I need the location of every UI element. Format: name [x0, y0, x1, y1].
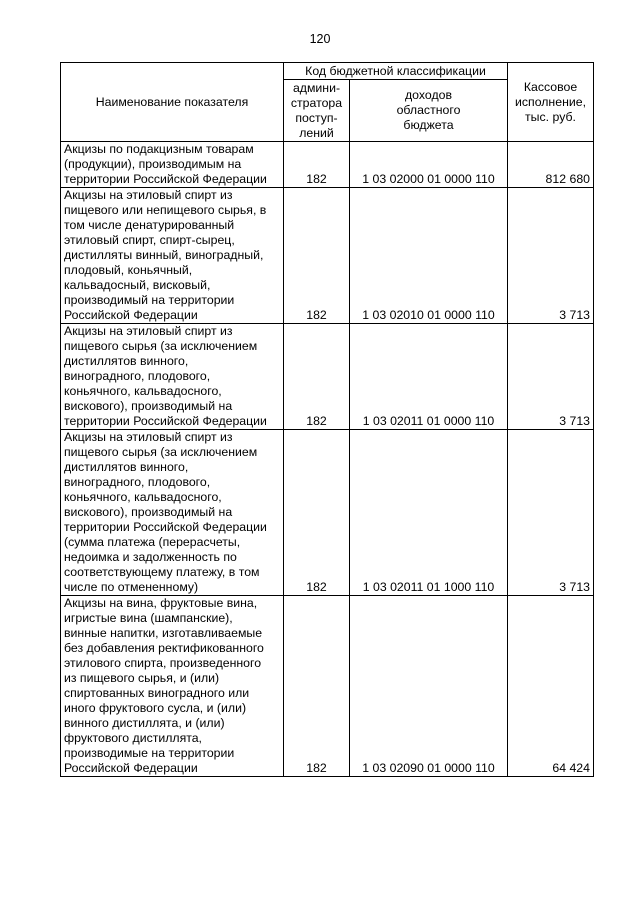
row-amount: 3 713: [508, 324, 594, 430]
page-number: 120: [309, 32, 331, 46]
row-amount: 3 713: [508, 430, 594, 596]
row-name: Акцизы по подакцизным товарам (продукции), производимым на территории Российской Федерации: [61, 142, 284, 188]
row-admin-code: 182: [284, 142, 350, 188]
row-revenue-code: 1 03 02011 01 1000 110: [350, 430, 508, 596]
row-revenue-code: 1 03 02000 01 0000 110: [350, 142, 508, 188]
table-row: [61, 142, 594, 188]
header-indicator-name: Наименование показателя: [61, 63, 284, 142]
row-name: Акцизы на этиловый спирт из пищевого сырья (за исключением дистиллятов винного, виноградного, плодового, коньячного, кальвадосного, вискового), производимый на территории Российской Федерации: [61, 324, 284, 430]
row-revenue-code: 1 03 02010 01 0000 110: [350, 188, 508, 324]
header-revenue: доходов областного бюджета: [350, 80, 508, 142]
row-amount: 812 680: [508, 142, 594, 188]
row-name: Акцизы на этиловый спирт из пищевого сырья (за исключением дистиллятов винного, виноградного, плодового, коньячного, кальвадосного, вискового), производимый на территории Российской Федерации (сумма платежа (перерасчеты, недоимка и задолженность по соответствующему платежу, в том числе по отмененному): [61, 430, 284, 596]
row-admin-code: 182: [284, 188, 350, 324]
row-revenue-code: 1 03 02011 01 0000 110: [350, 324, 508, 430]
row-amount: 64 424: [508, 596, 594, 777]
row-admin-code: 182: [284, 430, 350, 596]
row-amount: 3 713: [508, 188, 594, 324]
header-classification-code: Код бюджетной классификации: [284, 63, 508, 80]
row-revenue-code: 1 03 02090 01 0000 110: [350, 596, 508, 777]
table-row: [61, 430, 594, 596]
budget-revenue-table: [60, 62, 594, 777]
row-name: Акцизы на этиловый спирт из пищевого или непищевого сырья, в том числе денатурированный этиловый спирт, спирт-сырец, дистилляты винный, виноградный, плодовый, коньячный, кальвадосный, висковый, производимый на территории Российской Федерации: [61, 188, 284, 324]
table-row: [61, 188, 594, 324]
row-admin-code: 182: [284, 596, 350, 777]
table-row: [61, 596, 594, 777]
table-header: [61, 63, 594, 142]
header-cash-execution: Кассовое исполнение, тыс. руб.: [508, 63, 594, 142]
row-admin-code: 182: [284, 324, 350, 430]
table-row: [61, 324, 594, 430]
row-name: Акцизы на вина, фруктовые вина, игристые вина (шампанские), винные напитки, изготавливаемые без добавления ректификованного этилового спирта, произведенного из пищевого сырья, и (или) спиртованных виноградного или иного фруктового сусла, и (или) винного дистиллята, и (или) фруктового дистиллята, производимые на территории Российской Федерации: [61, 596, 284, 777]
header-administrator: админи- стратора поступ- лений: [284, 80, 350, 142]
